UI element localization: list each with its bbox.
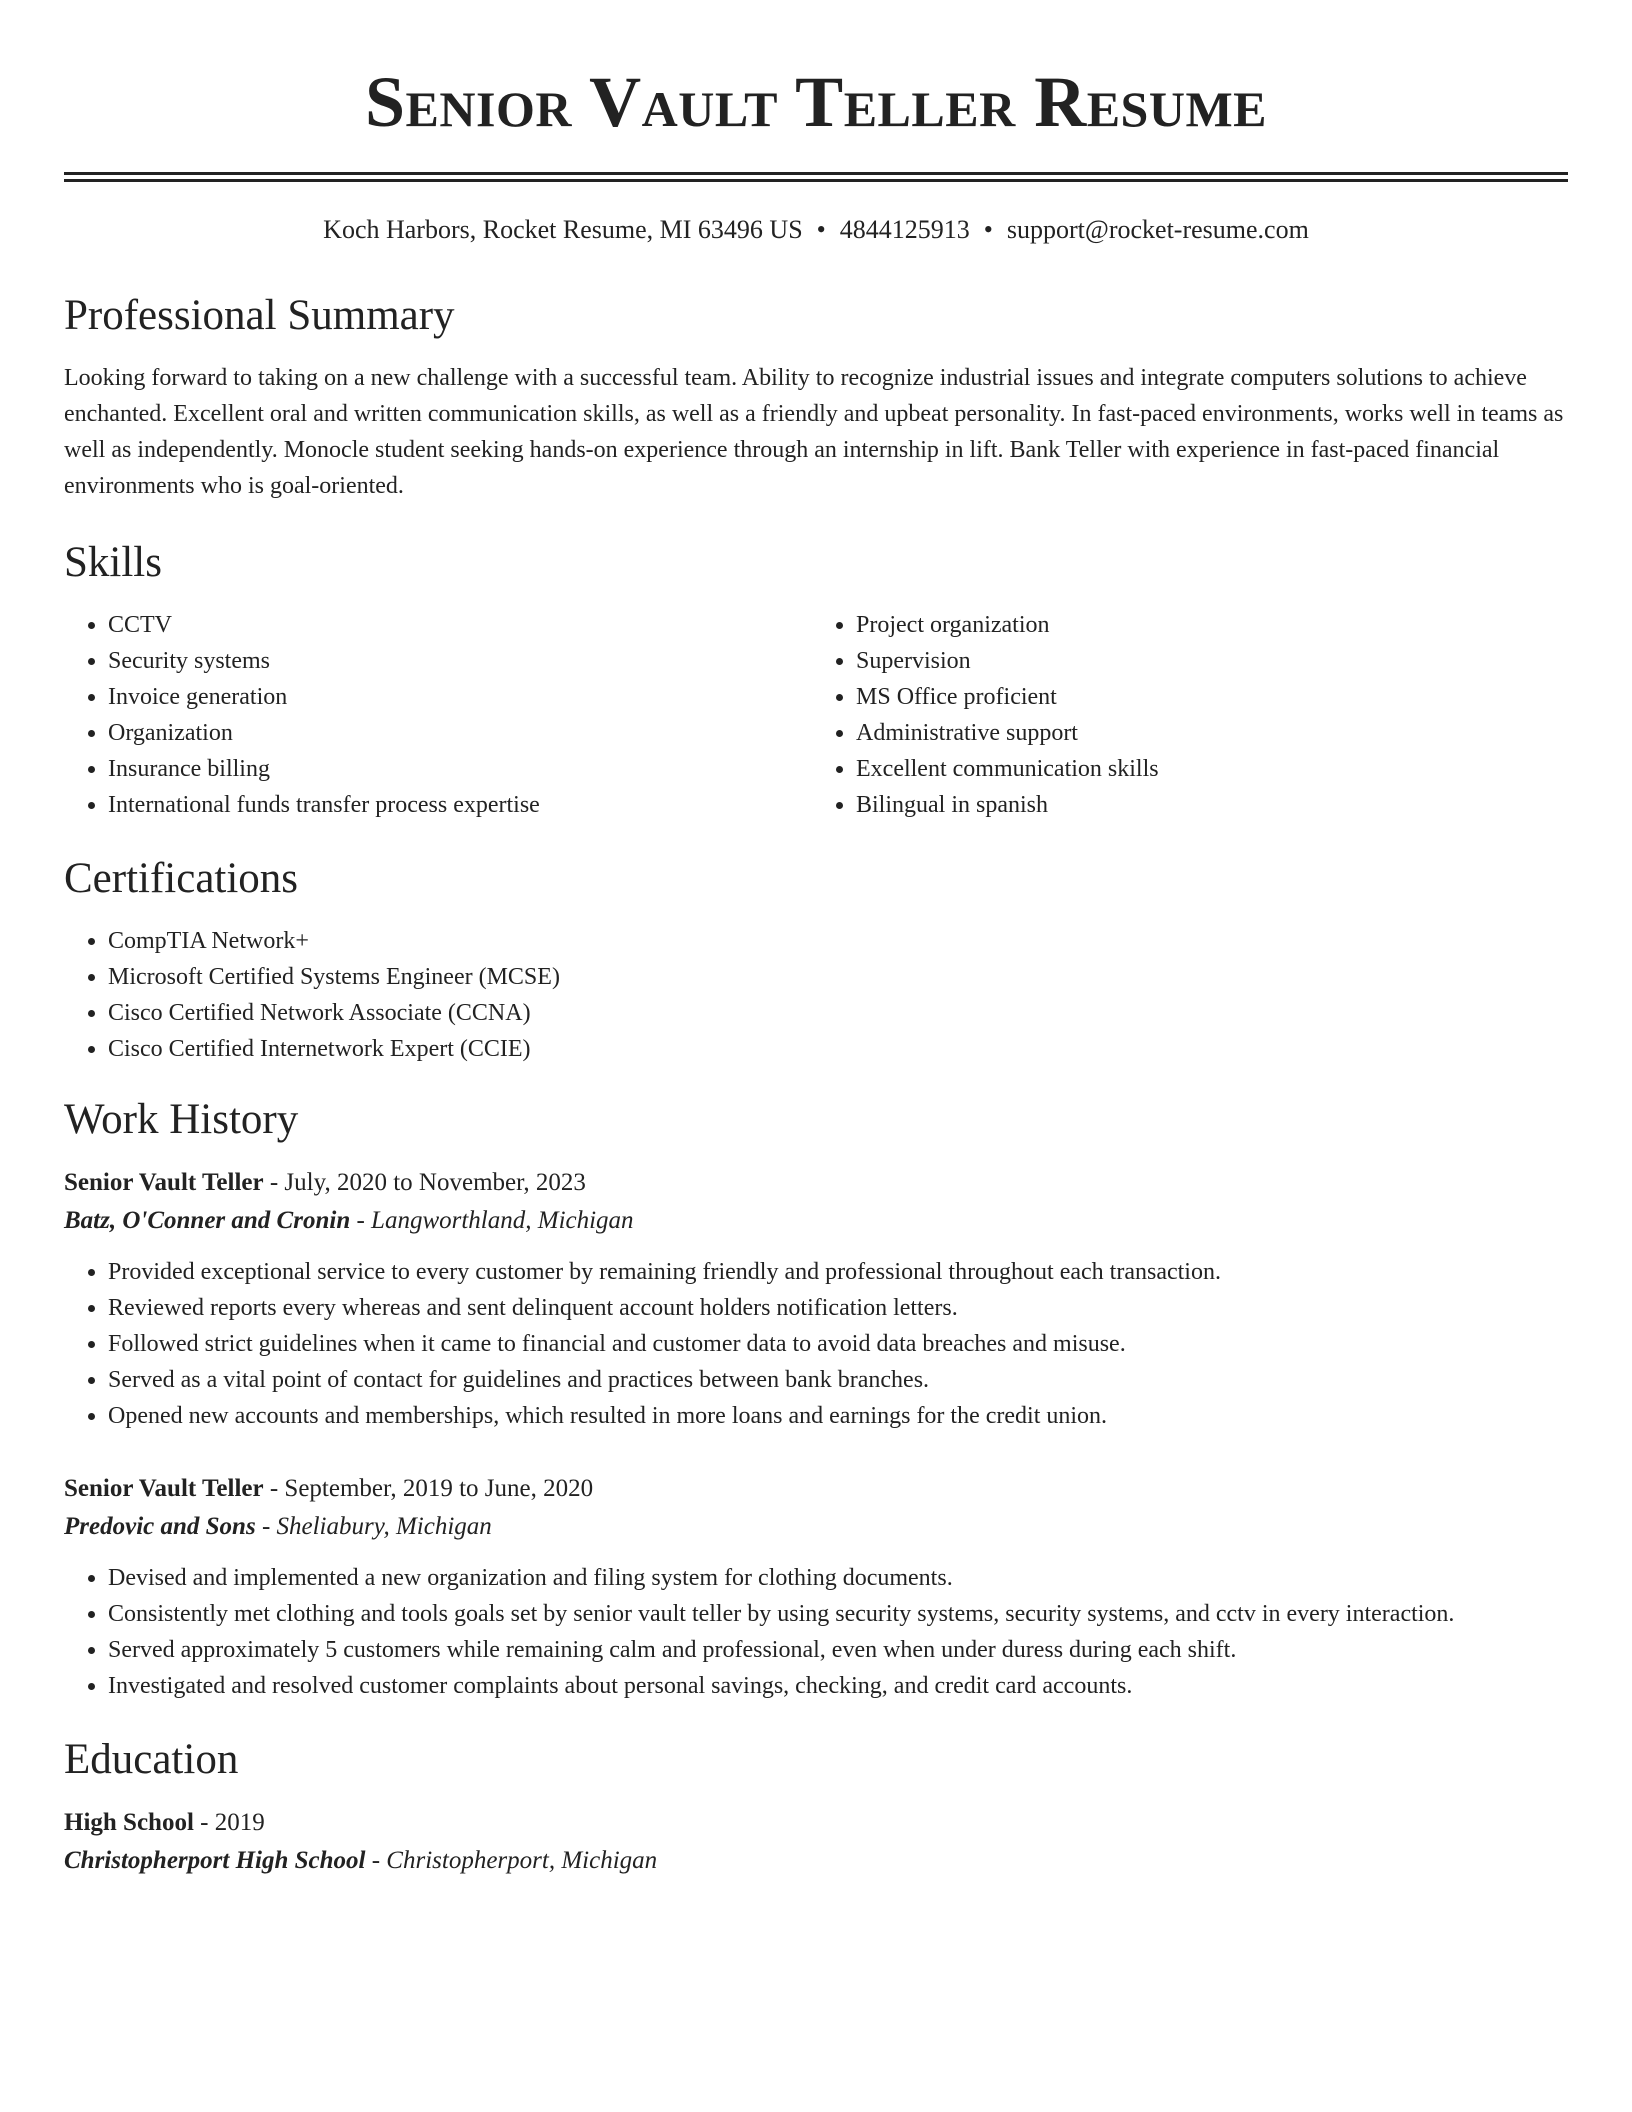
education-school-line: [64, 1842, 1568, 1880]
education-year: - 2019: [193, 1809, 265, 1836]
skills-column-left: [64, 607, 806, 823]
education-degree: High School: [64, 1809, 194, 1836]
job-title: Senior Vault Teller: [64, 1169, 264, 1196]
contact-email: support@rocket-resume.com: [1006, 215, 1309, 244]
skill-item: • Insurance billing: [108, 751, 806, 787]
contact-separator: •: [983, 215, 993, 244]
job-title-line: [64, 1164, 1568, 1202]
resume-page: [64, 0, 1568, 1880]
job-dates: - September, 2019 to June, 2020: [263, 1475, 594, 1502]
job-duty-item: • Opened new accounts and memberships, which resulted in more loans and earnings for the credit union.: [108, 1398, 1568, 1434]
job-location: - Sheliabury, Michigan: [255, 1513, 492, 1540]
section-heading-certifications: Certifications: [64, 855, 299, 902]
summary-text: Looking forward to taking on a new challenge with a successful team. Ability to recognize industrial issues and integrate computers solutions to achieve enchanted. Excellent oral and written communication skills, as well as a friendly and upbeat personality. In fast-paced environments, works well in teams as well as independently. Monocle student seeking hands-on experience through an internship in lift. Bank Teller with experience in fast-paced financial environments who is goal-oriented.: [64, 365, 1564, 499]
job-company-line: [64, 1202, 1568, 1240]
job-company: Predovic and Sons: [64, 1513, 256, 1540]
contact-phone: 4844125913: [839, 215, 970, 244]
job-duty-item: • Served approximately 5 customers while remaining calm and professional, even when under duress during each shift.: [108, 1632, 1568, 1668]
contact-address: Koch Harbors, Rocket Resume, MI 63496 US: [323, 215, 803, 244]
job-title: Senior Vault Teller: [64, 1475, 264, 1502]
job-duty-item: • Devised and implemented a new organization and filing system for clothing documents.: [108, 1560, 1568, 1596]
skill-item: • Organization: [108, 715, 806, 751]
skill-item: • Bilingual in spanish: [856, 787, 1554, 823]
job-duty-item: • Served as a vital point of contact for guidelines and practices between bank branches.: [108, 1362, 1568, 1398]
skills-list: [64, 607, 1568, 823]
certification-item: • Microsoft Certified Systems Engineer (MCSE): [108, 959, 1568, 995]
job-duty-item: • Followed strict guidelines when it came to financial and customer data to avoid data breaches and misuse.: [108, 1326, 1568, 1362]
education-entry: [64, 1804, 1568, 1880]
job-title-line: [64, 1470, 1568, 1508]
job-entry-header: [64, 1164, 1568, 1240]
education-degree-line: [64, 1804, 1568, 1842]
job-duties-list: [64, 1560, 1568, 1704]
resume-title: Senior Vault Teller Resume: [364, 62, 1267, 142]
skills-column-right: [806, 607, 1554, 823]
certifications-list: [64, 923, 1568, 1067]
skill-item: • MS Office proficient: [856, 679, 1554, 715]
title-double-rule: [64, 172, 1568, 182]
skill-item: • Project organization: [856, 607, 1554, 643]
job-duty-item: • Provided exceptional service to every customer by remaining friendly and professional throughout each transaction.: [108, 1254, 1568, 1290]
job-company-line: [64, 1508, 1568, 1546]
job-entry-header: [64, 1470, 1568, 1546]
section-heading-education: Education: [64, 1736, 239, 1783]
section-heading-skills: Skills: [64, 539, 162, 586]
section-heading-summary: Professional Summary: [64, 292, 455, 339]
contact-line: [64, 213, 1568, 247]
job-location: - Langworthland, Michigan: [350, 1207, 634, 1234]
certification-item: • Cisco Certified Internetwork Expert (CCIE): [108, 1031, 1568, 1067]
certification-item: • Cisco Certified Network Associate (CCNA): [108, 995, 1568, 1031]
skill-item: • CCTV: [108, 607, 806, 643]
job-duty-item: • Consistently met clothing and tools goals set by senior vault teller by using security systems, security systems, and cctv in every interaction.: [108, 1596, 1568, 1632]
education-location: - Christopherport, Michigan: [365, 1847, 658, 1874]
certification-item: • CompTIA Network+: [108, 923, 1568, 959]
job-duty-item: • Investigated and resolved customer complaints about personal savings, checking, and credit card accounts.: [108, 1668, 1568, 1704]
job-company: Batz, O'Conner and Cronin: [64, 1207, 351, 1234]
job-duties-list: [64, 1254, 1568, 1434]
skill-item: • Invoice generation: [108, 679, 806, 715]
skill-item: • Security systems: [108, 643, 806, 679]
job-duty-item: • Reviewed reports every whereas and sent delinquent account holders notification letters.: [108, 1290, 1568, 1326]
skill-item: • Supervision: [856, 643, 1554, 679]
job-dates: - July, 2020 to November, 2023: [263, 1169, 586, 1196]
skill-item: • Administrative support: [856, 715, 1554, 751]
education-school: Christopherport High School: [64, 1847, 366, 1874]
skill-item: • Excellent communication skills: [856, 751, 1554, 787]
skill-item: • International funds transfer process expertise: [108, 787, 806, 823]
contact-separator: •: [816, 215, 826, 244]
section-heading-work-history: Work History: [64, 1096, 299, 1143]
